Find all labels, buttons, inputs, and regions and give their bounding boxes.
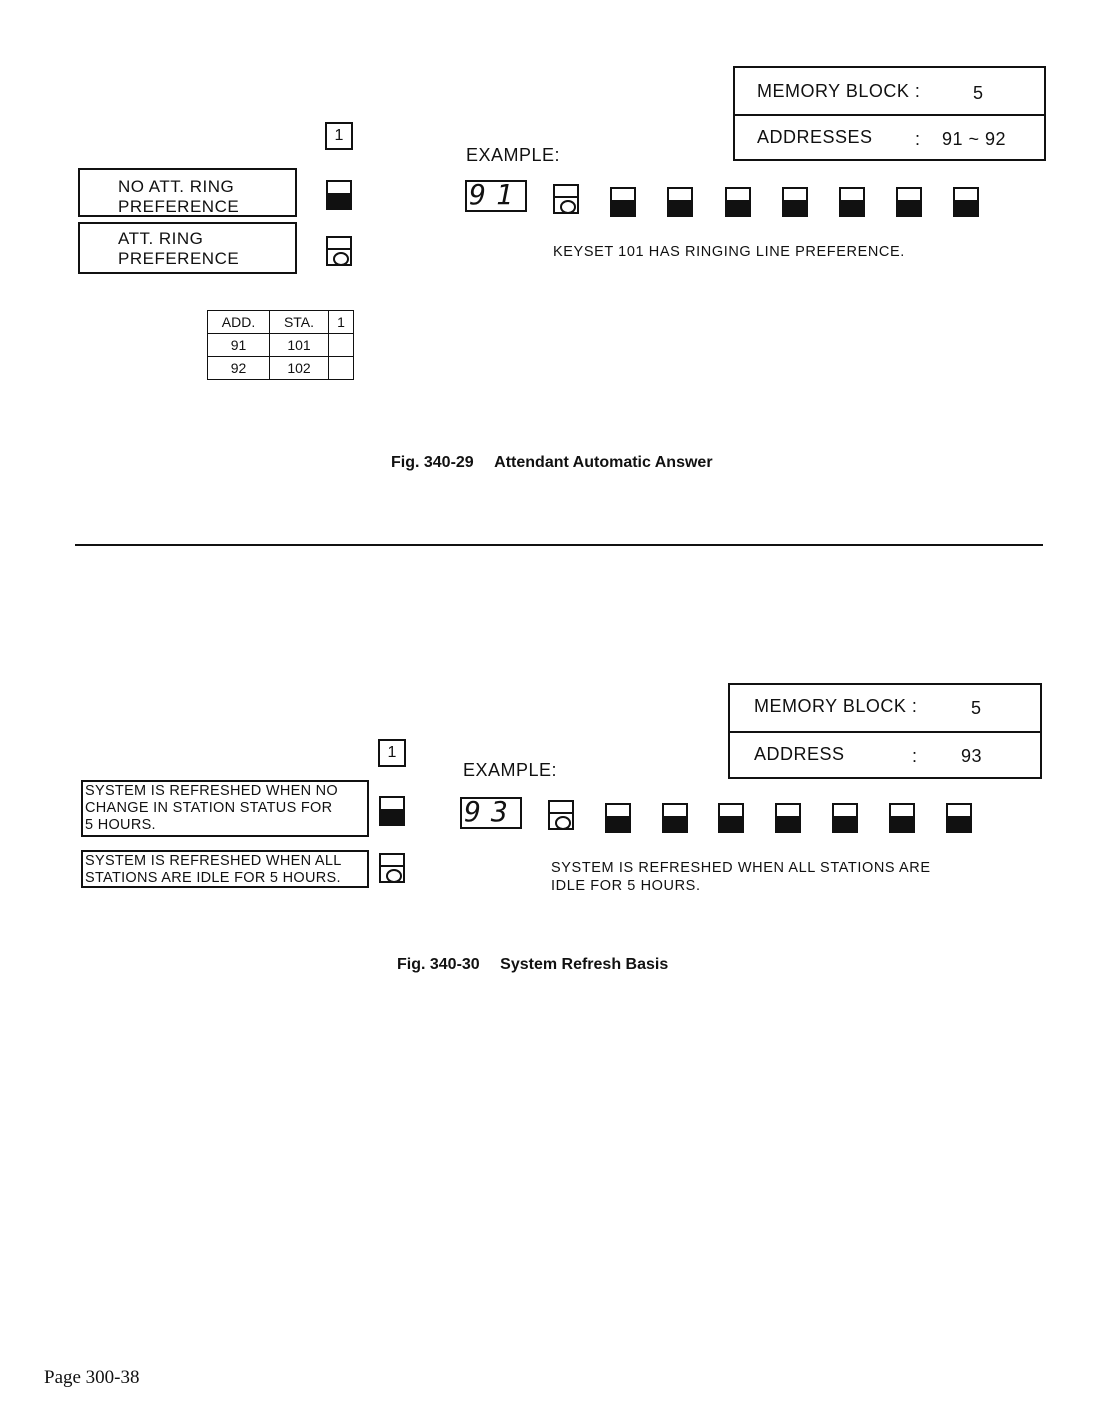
example-key-8-on-icon: [953, 187, 979, 217]
example-note-30-line1: SYSTEM IS REFRESHED WHEN ALL STATIONS ARE: [551, 860, 931, 876]
example-label-29: EXAMPLE:: [466, 145, 561, 165]
ring-icon: [386, 869, 402, 883]
lamp-key-on-icon: [326, 180, 352, 210]
option-b-line2: STATIONS ARE IDLE FOR 5 HOURS.: [85, 870, 341, 886]
table-cell: 101: [270, 334, 329, 357]
option-no-change-refresh: [81, 780, 369, 837]
button-number-29: 1: [325, 122, 353, 150]
lamp-key-on-icon: [379, 796, 405, 826]
section-divider: [75, 544, 1043, 546]
example-note-30-line2: IDLE FOR 5 HOURS.: [551, 878, 701, 894]
option-att-ring: [78, 222, 297, 274]
example-key-2-on-icon: [610, 187, 636, 217]
option-no-att-ring-line2: PREFERENCE: [118, 197, 240, 216]
example-key-6-on-icon: [839, 187, 865, 217]
memory-block-value: 5: [971, 698, 982, 718]
memory-block-label: MEMORY BLOCK :: [757, 81, 921, 101]
table-cell: [329, 334, 354, 357]
address-value: 93: [961, 746, 983, 766]
table-row: [208, 357, 354, 380]
table-header-button: 1: [329, 311, 354, 334]
option-b-line1: SYSTEM IS REFRESHED WHEN ALL: [85, 853, 342, 869]
example-key-2-on-icon: [605, 803, 631, 833]
memory-block-label: MEMORY BLOCK :: [754, 696, 918, 716]
ring-icon: [555, 816, 571, 830]
memory-block-value: 5: [973, 83, 984, 103]
table-cell: 91: [208, 334, 270, 357]
addresses-value: 91 ~ 92: [942, 129, 1007, 149]
ring-icon: [560, 200, 576, 214]
table-header-row: [208, 311, 354, 334]
figure-caption-29: [391, 454, 713, 472]
example-key-7-on-icon: [889, 803, 915, 833]
option-att-ring-line2: PREFERENCE: [118, 249, 240, 268]
example-key-1-off-icon: [548, 800, 574, 830]
lamp-key-off-icon: [379, 853, 405, 883]
example-key-7-on-icon: [896, 187, 922, 217]
example-key-4-on-icon: [725, 187, 751, 217]
caption-number-29: Fig. 340-29: [391, 454, 474, 471]
digit-display-29: 91: [465, 180, 527, 212]
example-key-1-off-icon: [553, 184, 579, 214]
table-cell: [329, 357, 354, 380]
page-number: Page 300-38: [44, 1367, 140, 1388]
table-row: [208, 334, 354, 357]
example-key-6-on-icon: [832, 803, 858, 833]
caption-number-30: Fig. 340-30: [397, 956, 480, 973]
address-table: [207, 310, 354, 380]
example-key-8-on-icon: [946, 803, 972, 833]
caption-title-29: Attendant Automatic Answer: [494, 454, 713, 471]
example-key-3-on-icon: [667, 187, 693, 217]
button-number-30: 1: [378, 739, 406, 767]
table-cell: 102: [270, 357, 329, 380]
table-cell: 92: [208, 357, 270, 380]
example-note-29: KEYSET 101 HAS RINGING LINE PREFERENCE.: [553, 244, 905, 260]
ring-icon: [333, 252, 349, 266]
option-no-att-ring: [78, 168, 297, 217]
address-colon: :: [912, 746, 918, 766]
option-att-ring-line1: ATT. RING: [118, 229, 204, 248]
table-header-add: ADD.: [208, 311, 270, 334]
example-key-3-on-icon: [662, 803, 688, 833]
caption-title-30: System Refresh Basis: [500, 956, 669, 973]
figure-caption-30: [397, 956, 668, 974]
example-key-5-on-icon: [775, 803, 801, 833]
option-a-line3: 5 HOURS.: [85, 817, 156, 833]
example-key-5-on-icon: [782, 187, 808, 217]
example-note-30: [551, 859, 931, 895]
memory-block-box-29: [733, 66, 1046, 161]
addresses-label: ADDRESSES: [757, 127, 873, 147]
table-header-sta: STA.: [270, 311, 329, 334]
lamp-key-off-icon: [326, 236, 352, 266]
example-label-30: EXAMPLE:: [463, 760, 558, 780]
option-all-idle-refresh: [81, 850, 369, 888]
memory-block-box-30: [728, 683, 1042, 779]
option-a-line1: SYSTEM IS REFRESHED WHEN NO: [85, 783, 339, 799]
example-key-4-on-icon: [718, 803, 744, 833]
option-a-line2: CHANGE IN STATION STATUS FOR: [85, 800, 333, 816]
digit-display-30: 93: [460, 797, 522, 829]
address-label: ADDRESS: [754, 744, 845, 764]
option-no-att-ring-line1: NO ATT. RING: [118, 177, 235, 196]
addresses-colon: :: [915, 129, 921, 149]
